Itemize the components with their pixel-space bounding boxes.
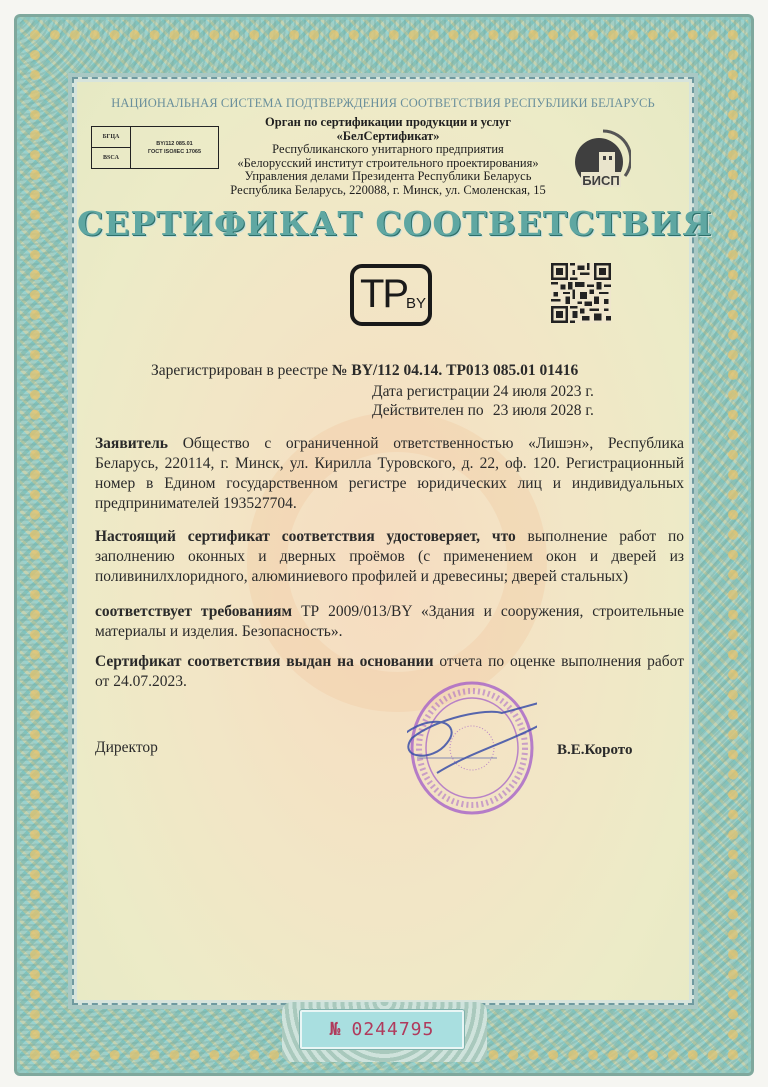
serial-number-box <box>300 1010 464 1049</box>
certificate-paper <box>77 82 713 1000</box>
org-line-2: «БелСертификат» <box>336 128 440 143</box>
serial-number-plate <box>282 1002 487 1062</box>
org-line-1: Орган по сертификации продукции и услуг <box>265 115 511 129</box>
svg-text:БИСП: БИСП <box>582 173 620 188</box>
serial-number: 0244795 <box>351 1019 435 1040</box>
validity-date-row <box>372 402 594 420</box>
applicant-text: Общество с ограниченной ответственностью «Лишэн», Республика Беларусь, 220114, г. Минск, ул. Кирилла Туровского, д. 22, оф. 120. Регистрационный номер в Едином государственном регистре юридических лиц и индивидуальных предпринимателей 193527704. <box>95 435 684 512</box>
basis-paragraph <box>95 652 684 692</box>
registration-prefix: Зарегистрирован в реестре <box>151 362 329 379</box>
accreditation-codes <box>92 127 131 168</box>
serial-prefix: № <box>329 1019 342 1040</box>
registration-line <box>151 362 578 380</box>
tr-by-mark-icon <box>350 264 432 326</box>
official-stamp-icon <box>407 678 537 818</box>
national-system-title: НАЦИОНАЛЬНАЯ СИСТЕМА ПОДТВЕРЖДЕНИЯ СООТВЕТСТВИЯ РЕСПУБЛИКИ БЕЛАРУСЬ <box>111 96 655 110</box>
applicant-paragraph <box>95 434 684 514</box>
org-line-5: Управления делами Президента Республики Беларусь <box>244 169 532 183</box>
signer-name: В.Е.Корото <box>557 742 633 758</box>
inner-frame <box>68 73 713 1009</box>
compliance-paragraph <box>95 602 684 642</box>
qr-code-icon <box>551 263 611 323</box>
applicant-label: Заявитель <box>95 435 169 452</box>
compliance-text: ТР 2009/013/BY «Здания и сооружения, строительные материалы и изделия. Безопасность». <box>95 603 684 640</box>
accreditation-number: BY/112 085.01 <box>156 140 193 147</box>
inner-frame-line <box>72 77 713 1005</box>
accreditation-code-bsca: BSCA <box>102 155 119 161</box>
registration-number: № BY/112 04.14. ТР013 085.01 01416 <box>331 362 579 379</box>
compliance-label: соответствует требованиям <box>95 603 293 620</box>
validity-date-value: 23 июля 2028 г. <box>492 402 594 419</box>
signer-position: Директор <box>95 739 158 756</box>
tr-mark-main: TP <box>360 272 408 316</box>
certifies-text: выполнение работ по заполнению оконных и дверных проёмов (с применением окон и дверей из поливинилхлоридного, алюминиевого профилей и древесины; дверей стальных) <box>95 528 684 585</box>
org-line-3: Республиканского унитарного предприятия <box>272 142 504 156</box>
bisp-logo-icon <box>573 128 631 190</box>
registration-date-value: 24 июля 2023 г. <box>492 383 594 400</box>
basis-label: Сертификат соответствия выдан на основании <box>95 653 434 670</box>
certifies-paragraph <box>95 527 684 587</box>
tr-mark-sub: BY <box>406 295 427 312</box>
certification-body <box>197 116 579 197</box>
certifies-label: Настоящий сертификат соответствия удостоверяет, что <box>95 528 516 545</box>
registration-date-label: Дата регистрации <box>372 383 490 400</box>
org-line-6: Республика Беларусь, 220088, г. Минск, ул. Смоленская, 15 <box>230 182 546 197</box>
org-line-4: «Белорусский институт строительного проектирования» <box>237 155 539 170</box>
certificate-title: СЕРТИФИКАТ СООТВЕТСТВИЯ <box>77 204 713 243</box>
validity-date-label: Действителен по <box>372 402 484 419</box>
accreditation-standard: ГОСТ ISO/IEC 17065 <box>147 148 202 155</box>
accreditation-code-bgca: БГЦА <box>92 127 130 148</box>
registration-date-row <box>372 383 594 401</box>
basis-text: отчета по оценке выполнения работ от 24.07.2023. <box>95 653 684 690</box>
